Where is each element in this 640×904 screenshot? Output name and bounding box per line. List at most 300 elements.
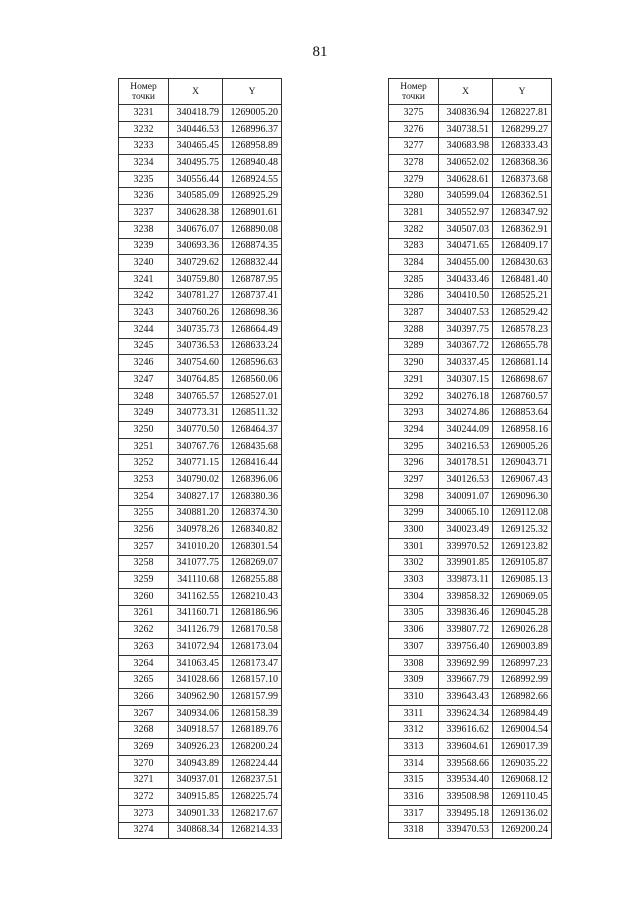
- y-cell: 1268435.68: [223, 438, 282, 455]
- point-number-cell: 3240: [119, 255, 169, 272]
- y-cell: 1268527.01: [223, 388, 282, 405]
- header-y: Y: [493, 79, 552, 105]
- y-cell: 1268217.67: [223, 805, 282, 822]
- y-cell: 1269004.54: [493, 722, 552, 739]
- table-row: [389, 372, 552, 389]
- header-y: Y: [223, 79, 282, 105]
- table-row: [119, 105, 282, 122]
- x-cell: 339807.72: [439, 622, 493, 639]
- table-row: [119, 789, 282, 806]
- y-cell: 1268269.07: [223, 555, 282, 572]
- x-cell: 340407.53: [439, 305, 493, 322]
- table-row: [389, 155, 552, 172]
- x-cell: 340126.53: [439, 472, 493, 489]
- point-number-cell: 3280: [389, 188, 439, 205]
- table-row: [119, 472, 282, 489]
- table-row: [119, 822, 282, 839]
- x-cell: 339604.61: [439, 739, 493, 756]
- table-row: [389, 622, 552, 639]
- table-row: [119, 722, 282, 739]
- table-row: [119, 155, 282, 172]
- x-cell: 340759.80: [169, 271, 223, 288]
- x-cell: 339534.40: [439, 772, 493, 789]
- point-number-cell: 3307: [389, 639, 439, 656]
- table-row: [119, 438, 282, 455]
- table-row: [389, 538, 552, 555]
- x-cell: 340767.76: [169, 438, 223, 455]
- x-cell: 340683.98: [439, 138, 493, 155]
- y-cell: 1269136.02: [493, 805, 552, 822]
- point-number-cell: 3311: [389, 705, 439, 722]
- y-cell: 1268655.78: [493, 338, 552, 355]
- point-number-cell: 3309: [389, 672, 439, 689]
- point-number-cell: 3253: [119, 472, 169, 489]
- point-number-cell: 3274: [119, 822, 169, 839]
- y-cell: 1268940.48: [223, 155, 282, 172]
- table-row: [119, 138, 282, 155]
- point-number-cell: 3278: [389, 155, 439, 172]
- table-row: [389, 255, 552, 272]
- y-cell: 1268255.88: [223, 572, 282, 589]
- point-number-cell: 3276: [389, 121, 439, 138]
- x-cell: 339873.11: [439, 572, 493, 589]
- x-cell: 340091.07: [439, 488, 493, 505]
- header-x: X: [439, 79, 493, 105]
- point-number-cell: 3268: [119, 722, 169, 739]
- table-row: [119, 121, 282, 138]
- coordinates-table-left: [118, 78, 282, 839]
- y-cell: 1269026.28: [493, 622, 552, 639]
- x-cell: 340652.02: [439, 155, 493, 172]
- point-number-cell: 3318: [389, 822, 439, 839]
- table-row: [389, 705, 552, 722]
- table-row: [119, 288, 282, 305]
- y-cell: 1268901.61: [223, 205, 282, 222]
- point-number-cell: 3245: [119, 338, 169, 355]
- y-cell: 1268578.23: [493, 321, 552, 338]
- point-number-cell: 3232: [119, 121, 169, 138]
- y-cell: 1269200.24: [493, 822, 552, 839]
- point-number-cell: 3248: [119, 388, 169, 405]
- point-number-cell: 3256: [119, 522, 169, 539]
- table-row: [389, 522, 552, 539]
- point-number-cell: 3231: [119, 105, 169, 122]
- point-number-cell: 3285: [389, 271, 439, 288]
- table-row: [389, 505, 552, 522]
- point-number-cell: 3312: [389, 722, 439, 739]
- point-number-cell: 3239: [119, 238, 169, 255]
- point-number-cell: 3283: [389, 238, 439, 255]
- table-row: [119, 321, 282, 338]
- y-cell: 1268301.54: [223, 538, 282, 555]
- table-row: [119, 205, 282, 222]
- y-cell: 1268416.44: [223, 455, 282, 472]
- table-row: [119, 388, 282, 405]
- y-cell: 1268210.43: [223, 588, 282, 605]
- y-cell: 1269003.89: [493, 639, 552, 656]
- x-cell: 340307.15: [439, 372, 493, 389]
- x-cell: 340465.45: [169, 138, 223, 155]
- point-number-cell: 3294: [389, 422, 439, 439]
- point-number-cell: 3236: [119, 188, 169, 205]
- x-cell: 340790.02: [169, 472, 223, 489]
- x-cell: 339901.85: [439, 555, 493, 572]
- point-number-cell: 3291: [389, 372, 439, 389]
- point-number-cell: 3316: [389, 789, 439, 806]
- x-cell: 340918.57: [169, 722, 223, 739]
- y-cell: 1268186.96: [223, 605, 282, 622]
- x-cell: 339508.98: [439, 789, 493, 806]
- y-cell: 1269085.13: [493, 572, 552, 589]
- point-number-cell: 3315: [389, 772, 439, 789]
- x-cell: 340729.62: [169, 255, 223, 272]
- table-row: [389, 822, 552, 839]
- x-cell: 340764.85: [169, 372, 223, 389]
- y-cell: 1269005.20: [223, 105, 282, 122]
- y-cell: 1268992.99: [493, 672, 552, 689]
- header-point-line1: Номер: [130, 81, 157, 92]
- point-number-cell: 3282: [389, 221, 439, 238]
- point-number-cell: 3301: [389, 538, 439, 555]
- table-row: [119, 188, 282, 205]
- table-row: [389, 238, 552, 255]
- x-cell: 340507.03: [439, 221, 493, 238]
- y-cell: 1268158.39: [223, 705, 282, 722]
- point-number-cell: 3233: [119, 138, 169, 155]
- point-number-cell: 3275: [389, 105, 439, 122]
- table-row: [119, 355, 282, 372]
- point-number-cell: 3290: [389, 355, 439, 372]
- table-row: [389, 472, 552, 489]
- table-row: [389, 338, 552, 355]
- y-cell: 1268698.36: [223, 305, 282, 322]
- y-cell: 1268511.32: [223, 405, 282, 422]
- table-row: [119, 805, 282, 822]
- point-number-cell: 3269: [119, 739, 169, 756]
- header-point-number: [389, 79, 439, 105]
- y-cell: 1269045.28: [493, 605, 552, 622]
- table-row: [389, 572, 552, 589]
- x-cell: 339568.66: [439, 755, 493, 772]
- point-number-cell: 3279: [389, 171, 439, 188]
- y-cell: 1268227.81: [493, 105, 552, 122]
- y-cell: 1268189.76: [223, 722, 282, 739]
- x-cell: 339624.34: [439, 705, 493, 722]
- x-cell: 340628.38: [169, 205, 223, 222]
- table-row: [389, 355, 552, 372]
- table-row: [119, 271, 282, 288]
- point-number-cell: 3296: [389, 455, 439, 472]
- point-number-cell: 3267: [119, 705, 169, 722]
- point-number-cell: 3255: [119, 505, 169, 522]
- point-number-cell: 3298: [389, 488, 439, 505]
- table-row: [389, 405, 552, 422]
- y-cell: 1268214.33: [223, 822, 282, 839]
- page-number: 81: [312, 44, 328, 60]
- table-row: [389, 639, 552, 656]
- y-cell: 1268340.82: [223, 522, 282, 539]
- y-cell: 1269069.05: [493, 588, 552, 605]
- point-number-cell: 3272: [119, 789, 169, 806]
- header-point-number: [119, 79, 169, 105]
- y-cell: 1268170.58: [223, 622, 282, 639]
- y-cell: 1268997.23: [493, 655, 552, 672]
- y-cell: 1268299.27: [493, 121, 552, 138]
- point-number-cell: 3286: [389, 288, 439, 305]
- y-cell: 1268681.14: [493, 355, 552, 372]
- point-number-cell: 3246: [119, 355, 169, 372]
- y-cell: 1268173.04: [223, 639, 282, 656]
- point-number-cell: 3262: [119, 622, 169, 639]
- point-number-cell: 3304: [389, 588, 439, 605]
- x-cell: 340926.23: [169, 739, 223, 756]
- point-number-cell: 3287: [389, 305, 439, 322]
- point-number-cell: 3300: [389, 522, 439, 539]
- table-row: [119, 672, 282, 689]
- x-cell: 341160.71: [169, 605, 223, 622]
- table-row: [119, 622, 282, 639]
- table-row: [119, 338, 282, 355]
- table-row: [389, 271, 552, 288]
- y-cell: 1268596.63: [223, 355, 282, 372]
- table-row: [119, 538, 282, 555]
- point-number-cell: 3251: [119, 438, 169, 455]
- x-cell: 340585.09: [169, 188, 223, 205]
- x-cell: 340868.34: [169, 822, 223, 839]
- y-cell: 1269125.32: [493, 522, 552, 539]
- x-cell: 340455.00: [439, 255, 493, 272]
- x-cell: 340771.15: [169, 455, 223, 472]
- table-row: [119, 171, 282, 188]
- table-row: [389, 805, 552, 822]
- table-row: [119, 238, 282, 255]
- point-number-cell: 3310: [389, 689, 439, 706]
- y-cell: 1268832.44: [223, 255, 282, 272]
- table-row: [389, 388, 552, 405]
- point-number-cell: 3303: [389, 572, 439, 589]
- table-row: [389, 121, 552, 138]
- x-cell: 340754.60: [169, 355, 223, 372]
- x-cell: 341162.55: [169, 588, 223, 605]
- x-cell: 340934.06: [169, 705, 223, 722]
- y-cell: 1269112.08: [493, 505, 552, 522]
- x-cell: 340397.75: [439, 321, 493, 338]
- y-cell: 1268224.44: [223, 755, 282, 772]
- point-number-cell: 3271: [119, 772, 169, 789]
- point-number-cell: 3263: [119, 639, 169, 656]
- y-cell: 1268984.49: [493, 705, 552, 722]
- point-number-cell: 3258: [119, 555, 169, 572]
- x-cell: 339667.79: [439, 672, 493, 689]
- y-cell: 1268362.51: [493, 188, 552, 205]
- table-row: [119, 755, 282, 772]
- y-cell: 1268464.37: [223, 422, 282, 439]
- x-cell: 340495.75: [169, 155, 223, 172]
- point-number-cell: 3281: [389, 205, 439, 222]
- point-number-cell: 3247: [119, 372, 169, 389]
- x-cell: 340827.17: [169, 488, 223, 505]
- x-cell: 340446.53: [169, 121, 223, 138]
- x-cell: 339836.46: [439, 605, 493, 622]
- point-number-cell: 3250: [119, 422, 169, 439]
- x-cell: 340676.07: [169, 221, 223, 238]
- point-number-cell: 3306: [389, 622, 439, 639]
- table-row: [389, 171, 552, 188]
- header-point-line1: Номер: [400, 81, 427, 92]
- table-row: [119, 639, 282, 656]
- table-row: [389, 488, 552, 505]
- point-number-cell: 3238: [119, 221, 169, 238]
- point-number-cell: 3260: [119, 588, 169, 605]
- table-row: [389, 205, 552, 222]
- x-cell: 341010.20: [169, 538, 223, 555]
- x-cell: 340628.61: [439, 171, 493, 188]
- x-cell: 340943.89: [169, 755, 223, 772]
- x-cell: 340244.09: [439, 422, 493, 439]
- x-cell: 340901.33: [169, 805, 223, 822]
- table-row: [389, 655, 552, 672]
- point-number-cell: 3244: [119, 321, 169, 338]
- y-cell: 1268529.42: [493, 305, 552, 322]
- point-number-cell: 3249: [119, 405, 169, 422]
- point-number-cell: 3317: [389, 805, 439, 822]
- point-number-cell: 3299: [389, 505, 439, 522]
- x-cell: 341077.75: [169, 555, 223, 572]
- x-cell: 340736.53: [169, 338, 223, 355]
- y-cell: 1268924.55: [223, 171, 282, 188]
- x-cell: 340552.97: [439, 205, 493, 222]
- x-cell: 340962.90: [169, 689, 223, 706]
- y-cell: 1268787.95: [223, 271, 282, 288]
- y-cell: 1268925.29: [223, 188, 282, 205]
- point-number-cell: 3289: [389, 338, 439, 355]
- table-row: [119, 505, 282, 522]
- point-number-cell: 3234: [119, 155, 169, 172]
- table-row: [389, 722, 552, 739]
- x-cell: 339970.52: [439, 538, 493, 555]
- table-row: [389, 588, 552, 605]
- point-number-cell: 3308: [389, 655, 439, 672]
- x-cell: 340881.20: [169, 505, 223, 522]
- x-cell: 340770.50: [169, 422, 223, 439]
- x-cell: 340410.50: [439, 288, 493, 305]
- table-row: [119, 372, 282, 389]
- point-number-cell: 3257: [119, 538, 169, 555]
- x-cell: 340915.85: [169, 789, 223, 806]
- x-cell: 340937.01: [169, 772, 223, 789]
- y-cell: 1268368.36: [493, 155, 552, 172]
- y-cell: 1269068.12: [493, 772, 552, 789]
- table-row: [389, 138, 552, 155]
- y-cell: 1268374.30: [223, 505, 282, 522]
- table-row: [389, 305, 552, 322]
- point-number-cell: 3265: [119, 672, 169, 689]
- point-number-cell: 3297: [389, 472, 439, 489]
- x-cell: 340178.51: [439, 455, 493, 472]
- table-row: [389, 689, 552, 706]
- x-cell: 339616.62: [439, 722, 493, 739]
- x-cell: 340760.26: [169, 305, 223, 322]
- table-row: [389, 605, 552, 622]
- y-cell: 1268760.57: [493, 388, 552, 405]
- point-number-cell: 3284: [389, 255, 439, 272]
- x-cell: 340367.72: [439, 338, 493, 355]
- y-cell: 1269043.71: [493, 455, 552, 472]
- table-row: [119, 772, 282, 789]
- x-cell: 339470.53: [439, 822, 493, 839]
- point-number-cell: 3242: [119, 288, 169, 305]
- y-cell: 1268396.06: [223, 472, 282, 489]
- table-row: [119, 405, 282, 422]
- y-cell: 1268200.24: [223, 739, 282, 756]
- point-number-cell: 3314: [389, 755, 439, 772]
- table-row: [389, 422, 552, 439]
- point-number-cell: 3241: [119, 271, 169, 288]
- x-cell: 340274.86: [439, 405, 493, 422]
- y-cell: 1268525.21: [493, 288, 552, 305]
- point-number-cell: 3293: [389, 405, 439, 422]
- y-cell: 1268157.10: [223, 672, 282, 689]
- table-row: [119, 255, 282, 272]
- table-row: [389, 672, 552, 689]
- x-cell: 340065.10: [439, 505, 493, 522]
- y-cell: 1268225.74: [223, 789, 282, 806]
- table-row: [389, 789, 552, 806]
- point-number-cell: 3273: [119, 805, 169, 822]
- y-cell: 1269123.82: [493, 538, 552, 555]
- x-cell: 339756.40: [439, 639, 493, 656]
- y-cell: 1268157.99: [223, 689, 282, 706]
- point-number-cell: 3259: [119, 572, 169, 589]
- table-row: [119, 422, 282, 439]
- y-cell: 1268874.35: [223, 238, 282, 255]
- x-cell: 341028.66: [169, 672, 223, 689]
- y-cell: 1268737.41: [223, 288, 282, 305]
- y-cell: 1269105.87: [493, 555, 552, 572]
- table-row: [119, 689, 282, 706]
- x-cell: 341063.45: [169, 655, 223, 672]
- point-number-cell: 3254: [119, 488, 169, 505]
- header-x: X: [169, 79, 223, 105]
- y-cell: 1268409.17: [493, 238, 552, 255]
- x-cell: 341110.68: [169, 572, 223, 589]
- y-cell: 1268373.68: [493, 171, 552, 188]
- x-cell: 340836.94: [439, 105, 493, 122]
- table-row: [389, 555, 552, 572]
- point-number-cell: 3252: [119, 455, 169, 472]
- table-row: [119, 221, 282, 238]
- point-number-cell: 3237: [119, 205, 169, 222]
- table-row: [389, 455, 552, 472]
- table-row: [389, 438, 552, 455]
- coordinates-table-right: [388, 78, 552, 839]
- y-cell: 1268347.92: [493, 205, 552, 222]
- y-cell: 1269005.26: [493, 438, 552, 455]
- y-cell: 1268664.49: [223, 321, 282, 338]
- table-row: [389, 755, 552, 772]
- y-cell: 1269035.22: [493, 755, 552, 772]
- y-cell: 1268237.51: [223, 772, 282, 789]
- y-cell: 1268380.36: [223, 488, 282, 505]
- x-cell: 340978.26: [169, 522, 223, 539]
- x-cell: 340471.65: [439, 238, 493, 255]
- point-number-cell: 3264: [119, 655, 169, 672]
- y-cell: 1269017.39: [493, 739, 552, 756]
- table-header-row: [119, 79, 282, 105]
- table-row: [119, 305, 282, 322]
- table-row: [389, 288, 552, 305]
- x-cell: 339858.32: [439, 588, 493, 605]
